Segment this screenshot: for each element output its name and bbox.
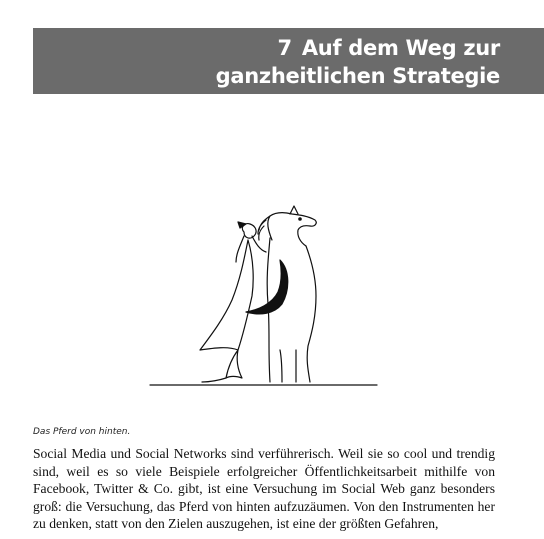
horse-head [268, 213, 316, 246]
rider-dress [200, 240, 253, 350]
rider-robe [226, 350, 242, 378]
chapter-heading [216, 34, 500, 90]
horse-illustration [140, 200, 390, 395]
figure-caption: Das Pferd von hinten. [33, 427, 131, 437]
rider-hat [238, 222, 246, 228]
chapter-number: 7 [277, 36, 292, 60]
chapter-title-line-1: Auf dem Weg zur [301, 36, 500, 60]
rider-foot [202, 378, 226, 382]
horse-ear [290, 206, 298, 214]
chapter-title-line-2: ganzheitlichen Strategie [215, 64, 500, 88]
body-paragraph: Social Media und Social Networks sind verführerisch. Weil sie so cool und trendig sind, weil es so viele Beispiele erfolgreicher Öffentlichkeitsarbeit mithilfe von Facebook, Twitter & Co. gibt, ist eine Versuchung im Social Web ganz besonders groß: die Versuchung, das Pferd von hinten aufzuzäumen. Von den Instrumenten her zu denken, statt von den Zielen auszugehen, ist eine der größten Gefahren, [33, 446, 495, 531]
horse-eye [299, 218, 301, 220]
body-text [33, 445, 495, 539]
horse-leg [280, 350, 296, 382]
rider-arm [236, 236, 266, 262]
chapter-banner [33, 28, 544, 94]
